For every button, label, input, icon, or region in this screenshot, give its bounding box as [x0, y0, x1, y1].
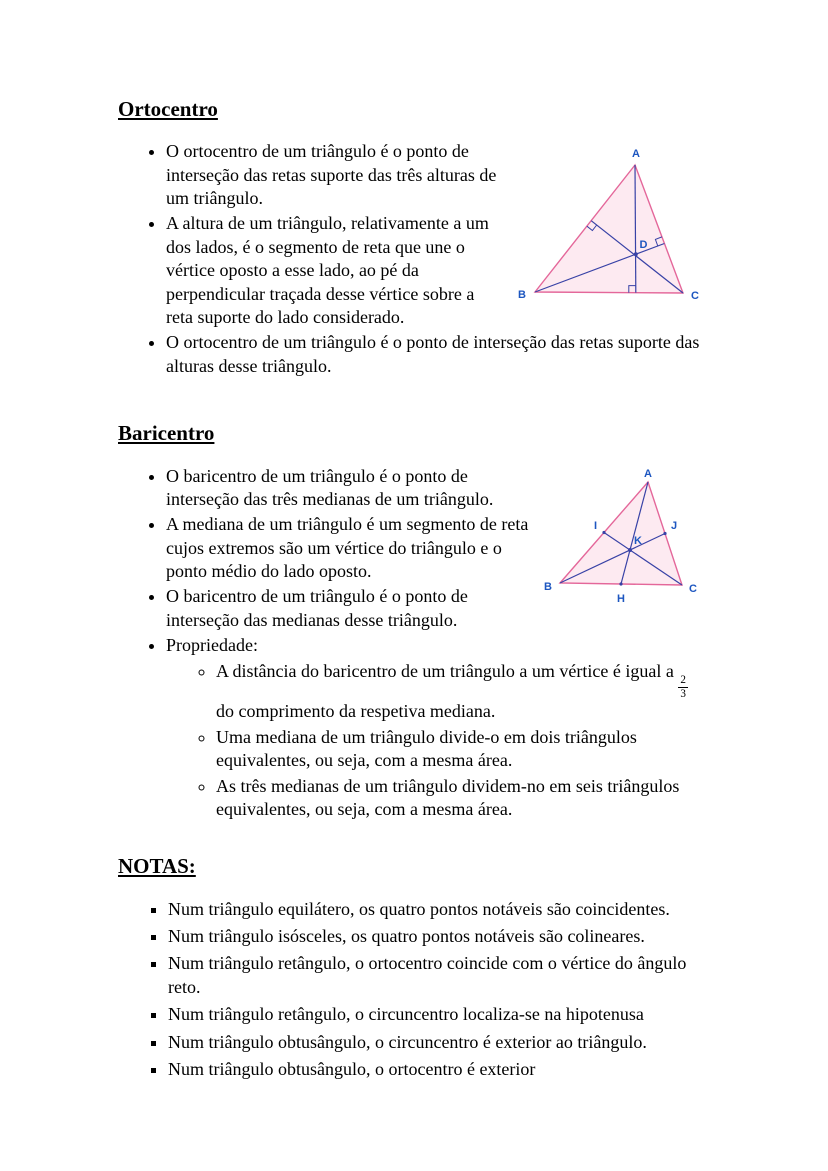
section-notas: [118, 853, 710, 1081]
centroid-figure-svg: [540, 465, 710, 615]
midpoint-label-h: H: [617, 592, 625, 605]
midpoint-label-i: I: [593, 519, 597, 532]
midpoint-label-j: J: [671, 519, 678, 532]
section-body-ortocentro: [118, 140, 710, 380]
section-title-ortocentro: Ortocentro: [118, 97, 218, 121]
midpoint-h-dot: [619, 582, 622, 585]
section-body-notas: [118, 898, 710, 1082]
sub-bullet-item: [216, 660, 710, 724]
property-text-before-fraction: A distância do baricentro de um triângulo a um vértice é igual a: [216, 660, 674, 681]
orthocenter-figure-svg: [505, 140, 710, 308]
nota-item: ▪ Num triângulo obtusângulo, o circuncentro é exterior ao triângulo.: [168, 1031, 710, 1054]
section-title-baricentro: Baricentro: [118, 421, 215, 446]
orthocenter-label-d: D: [639, 239, 648, 252]
propriedade-label: Propriedade:: [166, 635, 258, 656]
bullet-item: • O ortocentro de um triângulo é o ponto de interseção das retas suporte das três alturas de um triângulo.: [166, 140, 710, 210]
centroid-point: [628, 548, 632, 552]
section-body-baricentro: [118, 465, 710, 824]
property-text-after-fraction: do comprimento da respetiva mediana.: [216, 701, 496, 722]
figure-orthocenter-triangle: [505, 140, 710, 308]
nota-item: ▪ Num triângulo isósceles, os quatro pontos notáveis são colineares.: [168, 925, 710, 948]
figure-centroid-triangle: [540, 465, 710, 615]
propriedade-sublist: [166, 660, 710, 822]
bullet-item: • A mediana de um triângulo é um segmento de reta cujos extremos são um vértice do triângulo e o ponto médio do lado oposto.: [166, 513, 710, 583]
vertex-label-b: B: [544, 580, 552, 593]
nota-item: ▪ Num triângulo obtusângulo, o ortocentro é exterior: [168, 1058, 710, 1081]
fraction-two-thirds: [678, 674, 688, 701]
bullet-item: • A altura de um triângulo, relativamente a um dos lados, é o segmento de reta que une o vértice oposto a esse lado, ao pé da perpendicular traçada desse vértice sobre a reta suporte do lado considerado.: [166, 212, 710, 329]
nota-item: ▪ Num triângulo retângulo, o ortocentro coincide com o vértice do ângulo reto.: [168, 952, 710, 999]
bullet-item: • O baricentro de um triângulo é o ponto de interseção das três medianas de um triângulo.: [166, 465, 710, 512]
orthocenter-point: [634, 252, 638, 256]
fraction-numerator: 2: [680, 673, 686, 686]
nota-item: ▪ Num triângulo equilátero, os quatro pontos notáveis são coincidentes.: [168, 898, 710, 921]
triangle-shape: [535, 165, 683, 293]
vertex-label-a: A: [632, 148, 640, 161]
section-ortocentro: [118, 96, 710, 380]
vertex-label-c: C: [691, 290, 699, 303]
altitude-from-a-line: [635, 165, 636, 293]
notas-list: [118, 898, 710, 1082]
centroid-label-k: K: [634, 534, 642, 547]
bullet-item: • O ortocentro de um triângulo é o ponto de interseção das retas suporte das alturas desse triângulo.: [166, 331, 710, 378]
fraction-denominator: 3: [680, 687, 686, 700]
midpoint-i-dot: [602, 530, 605, 533]
vertex-label-b: B: [518, 289, 526, 302]
nota-item: ▪ Num triângulo retângulo, o circuncentro localiza-se na hipotenusa: [168, 1003, 710, 1026]
vertex-label-c: C: [689, 582, 697, 595]
bullet-item: • O baricentro de um triângulo é o ponto de interseção das medianas desse triângulo.: [166, 585, 710, 632]
section-baricentro: [118, 420, 710, 823]
section-title-notas: NOTAS:: [118, 854, 196, 879]
sub-bullet-item: ◦ Uma mediana de um triângulo divide-o em dois triângulos equivalentes, ou seja, com a mesma área.: [216, 726, 710, 773]
sub-bullet-item: ◦ As três medianas de um triângulo dividem-no em seis triângulos equivalentes, ou seja, com a mesma área.: [216, 775, 710, 822]
vertex-label-a: A: [644, 467, 652, 480]
midpoint-j-dot: [663, 531, 666, 534]
bullet-item-propriedade: [166, 634, 710, 821]
